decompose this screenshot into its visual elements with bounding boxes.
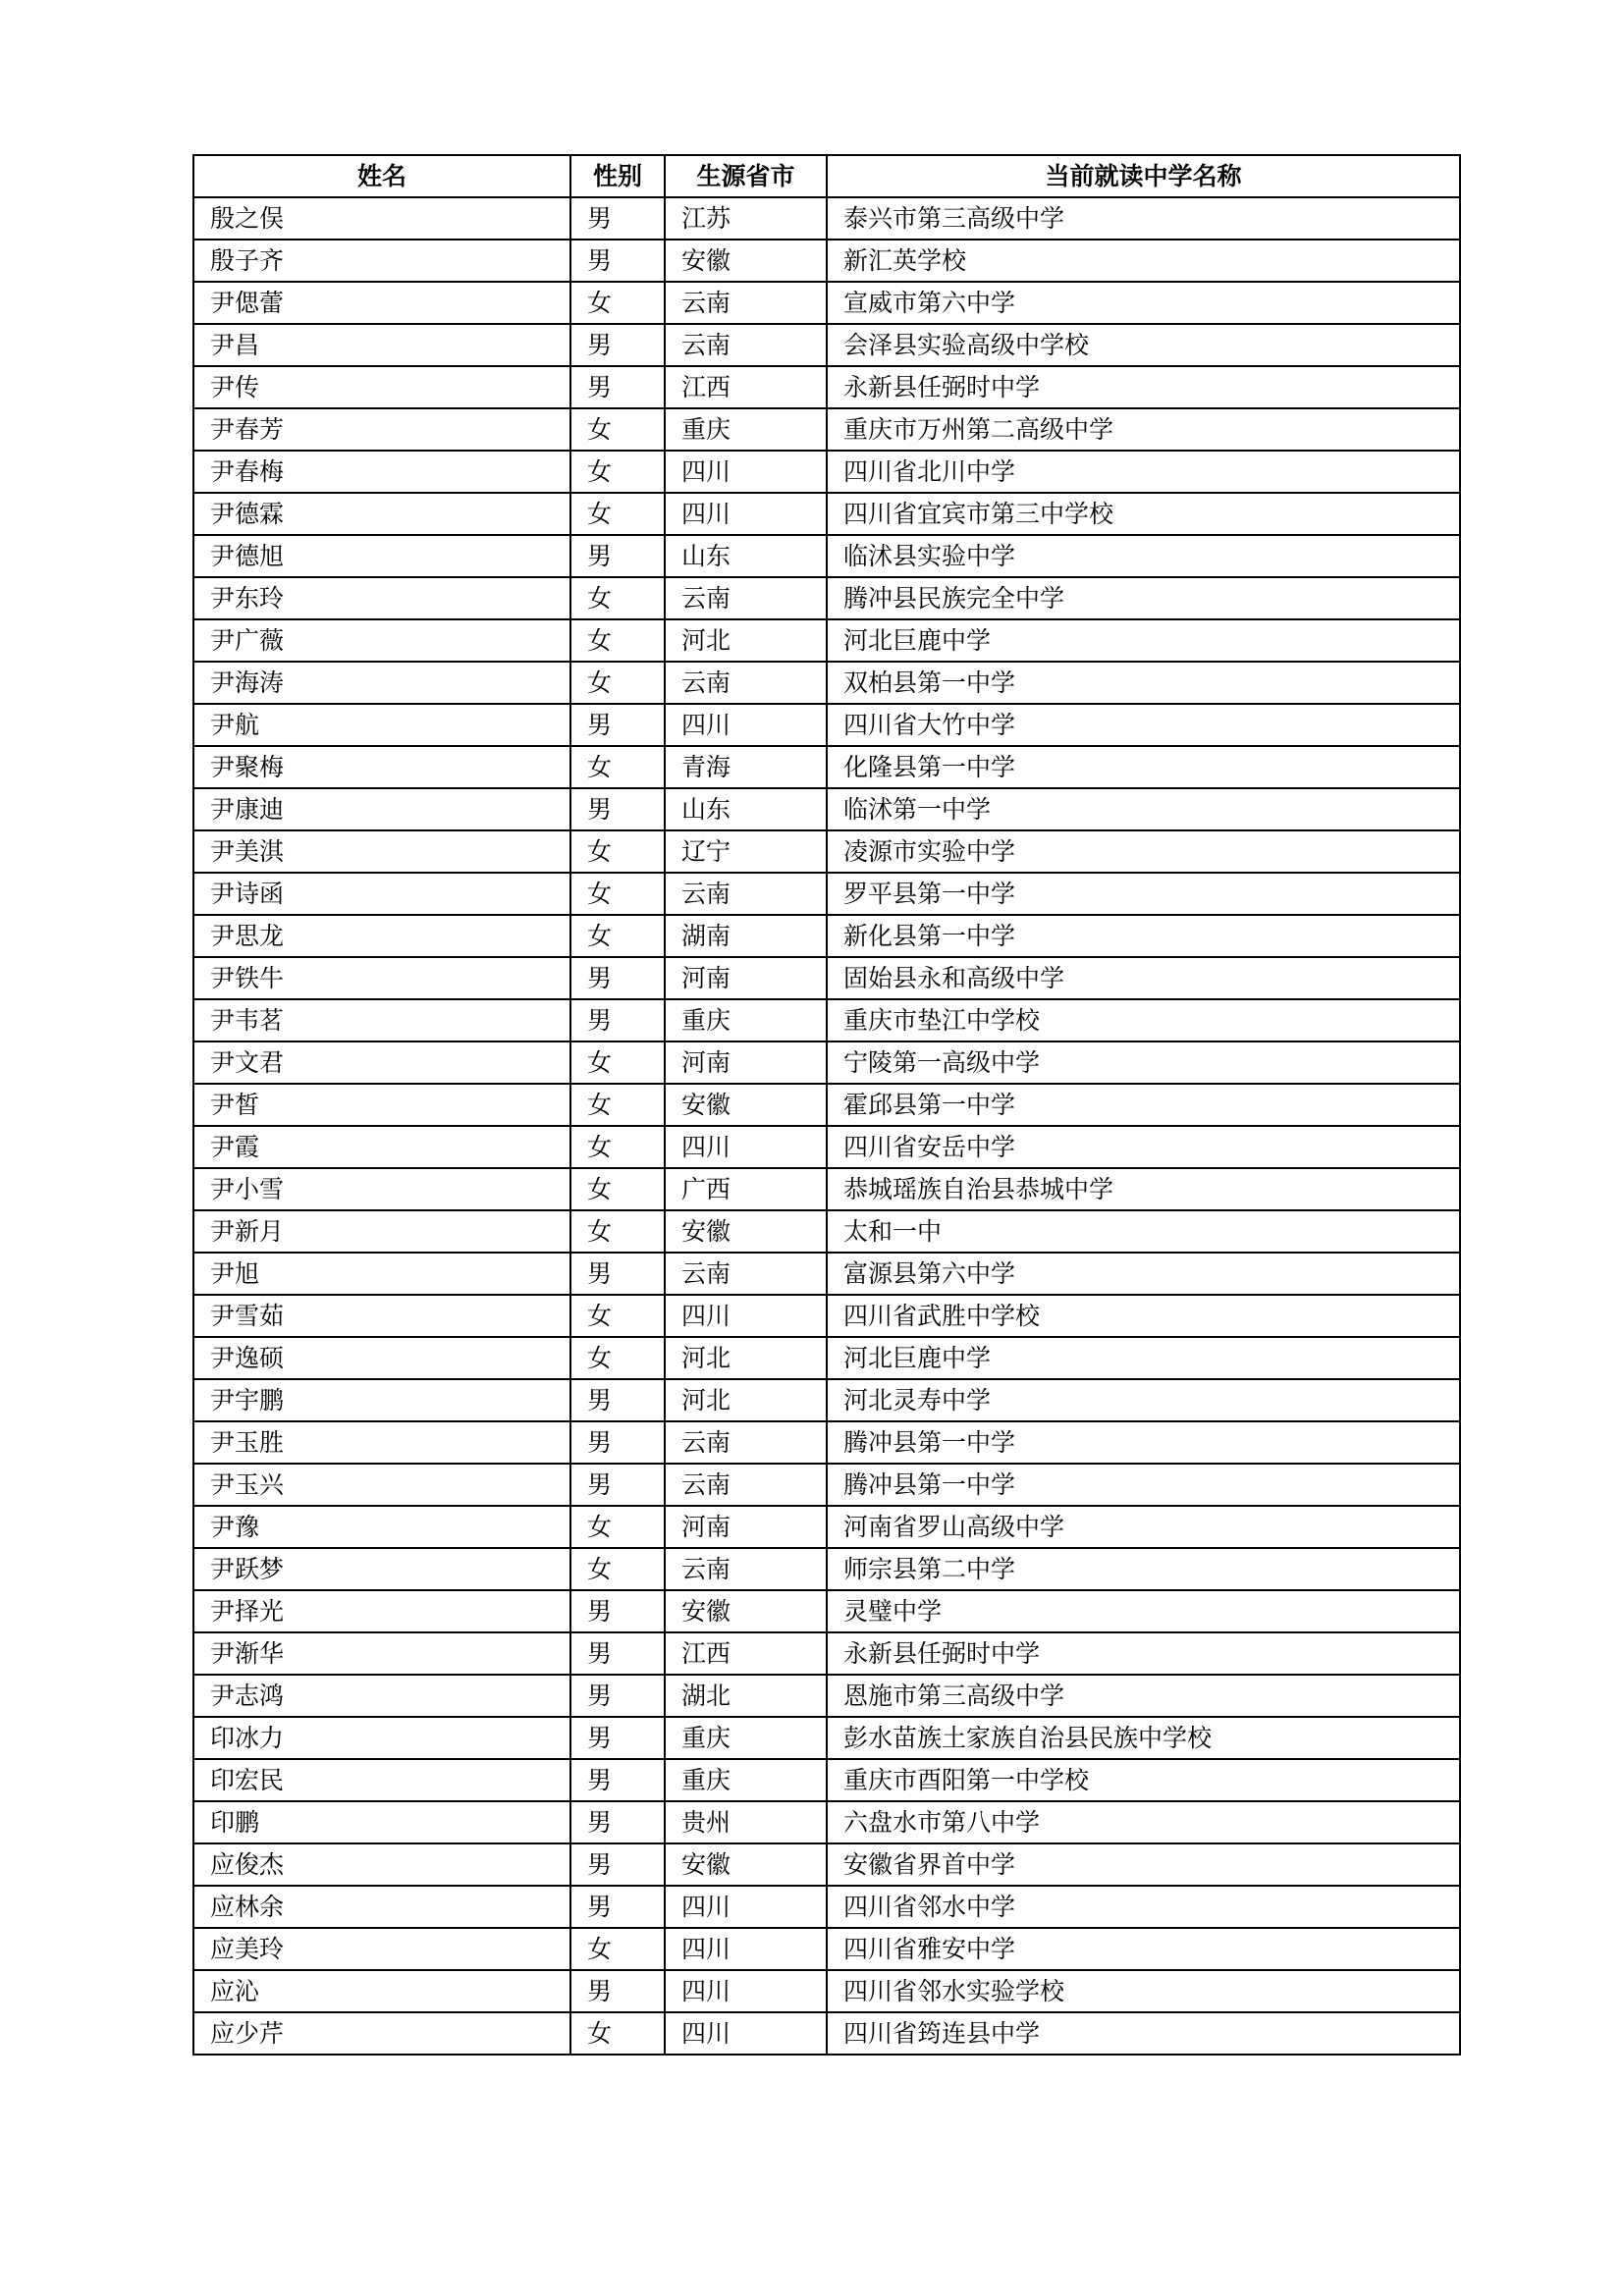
cell-gender: 女 <box>570 619 665 662</box>
cell-gender: 男 <box>570 1379 665 1421</box>
cell-province: 重庆 <box>665 408 827 451</box>
cell-school: 霍邱县第一中学 <box>827 1084 1460 1126</box>
cell-school: 四川省武胜中学校 <box>827 1295 1460 1337</box>
cell-school: 凌源市实验中学 <box>827 830 1460 873</box>
cell-province: 四川 <box>665 1970 827 2012</box>
cell-name: 尹文君 <box>193 1041 570 1084</box>
cell-gender: 女 <box>570 873 665 915</box>
cell-name: 尹玉胜 <box>193 1421 570 1464</box>
cell-school: 恭城瑶族自治县恭城中学 <box>827 1168 1460 1210</box>
cell-school: 固始县永和高级中学 <box>827 957 1460 999</box>
table-row <box>193 1210 1460 1253</box>
cell-province: 云南 <box>665 1548 827 1590</box>
cell-gender: 男 <box>570 1801 665 1843</box>
cell-school: 四川省北川中学 <box>827 451 1460 493</box>
cell-province: 河北 <box>665 619 827 662</box>
table-row <box>193 1126 1460 1168</box>
table-row <box>193 1041 1460 1084</box>
cell-gender: 男 <box>570 1970 665 2012</box>
cell-name: 尹航 <box>193 704 570 746</box>
table-row <box>193 535 1460 577</box>
cell-gender: 男 <box>570 1464 665 1506</box>
header-gender: 性别 <box>570 155 665 197</box>
cell-school: 重庆市垫江中学校 <box>827 999 1460 1041</box>
cell-school: 永新县任弼时中学 <box>827 366 1460 408</box>
cell-gender: 男 <box>570 1632 665 1675</box>
cell-school: 太和一中 <box>827 1210 1460 1253</box>
cell-gender: 男 <box>570 324 665 366</box>
cell-province: 安徽 <box>665 240 827 282</box>
cell-gender: 女 <box>570 2012 665 2055</box>
cell-school: 四川省筠连县中学 <box>827 2012 1460 2055</box>
cell-name: 尹豫 <box>193 1506 570 1548</box>
cell-school: 灵璧中学 <box>827 1590 1460 1632</box>
cell-name: 尹传 <box>193 366 570 408</box>
cell-province: 云南 <box>665 662 827 704</box>
cell-province: 四川 <box>665 451 827 493</box>
cell-gender: 女 <box>570 830 665 873</box>
cell-name: 尹新月 <box>193 1210 570 1253</box>
cell-province: 云南 <box>665 282 827 324</box>
table-row <box>193 619 1460 662</box>
cell-gender: 女 <box>570 1126 665 1168</box>
table-row <box>193 662 1460 704</box>
cell-name: 尹德霖 <box>193 493 570 535</box>
cell-gender: 女 <box>570 1084 665 1126</box>
cell-name: 尹美淇 <box>193 830 570 873</box>
header-province: 生源省市 <box>665 155 827 197</box>
cell-school: 泰兴市第三高级中学 <box>827 197 1460 240</box>
cell-gender: 男 <box>570 1590 665 1632</box>
table-row <box>193 788 1460 830</box>
table-row <box>193 1506 1460 1548</box>
table-row <box>193 1295 1460 1337</box>
cell-school: 重庆市万州第二高级中学 <box>827 408 1460 451</box>
table-row <box>193 1379 1460 1421</box>
table-row <box>193 408 1460 451</box>
cell-gender: 男 <box>570 1843 665 1886</box>
cell-name: 尹宇鹏 <box>193 1379 570 1421</box>
cell-name: 尹思龙 <box>193 915 570 957</box>
cell-school: 会泽县实验高级中学校 <box>827 324 1460 366</box>
cell-school: 河北巨鹿中学 <box>827 619 1460 662</box>
cell-province: 安徽 <box>665 1210 827 1253</box>
cell-name: 尹玉兴 <box>193 1464 570 1506</box>
cell-province: 四川 <box>665 1295 827 1337</box>
table-row <box>193 1590 1460 1632</box>
cell-gender: 男 <box>570 1759 665 1801</box>
cell-gender: 男 <box>570 1675 665 1717</box>
cell-province: 河南 <box>665 1506 827 1548</box>
cell-gender: 女 <box>570 408 665 451</box>
cell-school: 四川省安岳中学 <box>827 1126 1460 1168</box>
cell-gender: 男 <box>570 1886 665 1928</box>
cell-school: 富源县第六中学 <box>827 1253 1460 1295</box>
cell-gender: 女 <box>570 1548 665 1590</box>
table-row <box>193 324 1460 366</box>
cell-gender: 女 <box>570 451 665 493</box>
cell-name: 应沁 <box>193 1970 570 2012</box>
cell-school: 永新县任弼时中学 <box>827 1632 1460 1675</box>
cell-gender: 女 <box>570 282 665 324</box>
cell-name: 尹逸硕 <box>193 1337 570 1379</box>
cell-province: 广西 <box>665 1168 827 1210</box>
cell-name: 尹霞 <box>193 1126 570 1168</box>
cell-gender: 女 <box>570 662 665 704</box>
cell-name: 尹聚梅 <box>193 746 570 788</box>
cell-name: 应美玲 <box>193 1928 570 1970</box>
cell-gender: 男 <box>570 999 665 1041</box>
table-row <box>193 240 1460 282</box>
cell-school: 临沭第一中学 <box>827 788 1460 830</box>
cell-gender: 女 <box>570 746 665 788</box>
table-row <box>193 366 1460 408</box>
cell-province: 云南 <box>665 1464 827 1506</box>
table-row <box>193 282 1460 324</box>
cell-name: 殷子齐 <box>193 240 570 282</box>
cell-gender: 男 <box>570 240 665 282</box>
cell-province: 湖北 <box>665 1675 827 1717</box>
cell-province: 山东 <box>665 788 827 830</box>
cell-name: 应少芹 <box>193 2012 570 2055</box>
cell-name: 尹渐华 <box>193 1632 570 1675</box>
cell-school: 临沭县实验中学 <box>827 535 1460 577</box>
cell-school: 新汇英学校 <box>827 240 1460 282</box>
cell-gender: 女 <box>570 1928 665 1970</box>
cell-name: 印宏民 <box>193 1759 570 1801</box>
cell-province: 云南 <box>665 1421 827 1464</box>
cell-name: 尹小雪 <box>193 1168 570 1210</box>
cell-school: 化隆县第一中学 <box>827 746 1460 788</box>
cell-province: 云南 <box>665 324 827 366</box>
cell-name: 尹康迪 <box>193 788 570 830</box>
cell-school: 重庆市酉阳第一中学校 <box>827 1759 1460 1801</box>
table-row <box>193 957 1460 999</box>
cell-gender: 男 <box>570 1717 665 1759</box>
cell-province: 辽宁 <box>665 830 827 873</box>
cell-name: 尹春梅 <box>193 451 570 493</box>
cell-school: 安徽省界首中学 <box>827 1843 1460 1886</box>
cell-gender: 男 <box>570 197 665 240</box>
cell-name: 尹海涛 <box>193 662 570 704</box>
cell-name: 印鹏 <box>193 1801 570 1843</box>
cell-school: 四川省宜宾市第三中学校 <box>827 493 1460 535</box>
cell-province: 安徽 <box>665 1084 827 1126</box>
cell-province: 云南 <box>665 873 827 915</box>
cell-school: 腾冲县民族完全中学 <box>827 577 1460 619</box>
cell-province: 四川 <box>665 1928 827 1970</box>
cell-province: 山东 <box>665 535 827 577</box>
cell-school: 四川省邻水中学 <box>827 1886 1460 1928</box>
table-row <box>193 1337 1460 1379</box>
cell-school: 河北巨鹿中学 <box>827 1337 1460 1379</box>
table-row <box>193 197 1460 240</box>
cell-name: 尹雪茹 <box>193 1295 570 1337</box>
cell-name: 尹广薇 <box>193 619 570 662</box>
cell-school: 罗平县第一中学 <box>827 873 1460 915</box>
cell-name: 尹韦茗 <box>193 999 570 1041</box>
cell-gender: 男 <box>570 788 665 830</box>
table-row <box>193 1717 1460 1759</box>
cell-name: 尹铁牛 <box>193 957 570 999</box>
cell-name: 尹择光 <box>193 1590 570 1632</box>
table-row <box>193 704 1460 746</box>
table-row <box>193 915 1460 957</box>
cell-province: 江苏 <box>665 197 827 240</box>
table-row <box>193 1843 1460 1886</box>
table-row <box>193 1886 1460 1928</box>
table-row <box>193 2012 1460 2055</box>
cell-gender: 女 <box>570 1210 665 1253</box>
cell-province: 贵州 <box>665 1801 827 1843</box>
cell-name: 尹皙 <box>193 1084 570 1126</box>
cell-gender: 女 <box>570 1295 665 1337</box>
cell-gender: 男 <box>570 535 665 577</box>
cell-province: 四川 <box>665 493 827 535</box>
cell-school: 恩施市第三高级中学 <box>827 1675 1460 1717</box>
cell-gender: 男 <box>570 366 665 408</box>
cell-name: 尹旭 <box>193 1253 570 1295</box>
cell-name: 殷之俣 <box>193 197 570 240</box>
cell-school: 四川省邻水实验学校 <box>827 1970 1460 2012</box>
table-row <box>193 1970 1460 2012</box>
cell-province: 四川 <box>665 2012 827 2055</box>
table-row <box>193 1168 1460 1210</box>
table-row <box>193 746 1460 788</box>
table-row <box>193 451 1460 493</box>
cell-name: 尹昌 <box>193 324 570 366</box>
header-school: 当前就读中学名称 <box>827 155 1460 197</box>
cell-province: 重庆 <box>665 1717 827 1759</box>
cell-gender: 男 <box>570 704 665 746</box>
cell-school: 河北灵寿中学 <box>827 1379 1460 1421</box>
cell-province: 重庆 <box>665 1759 827 1801</box>
cell-gender: 女 <box>570 1506 665 1548</box>
table-row <box>193 999 1460 1041</box>
cell-school: 彭水苗族土家族自治县民族中学校 <box>827 1717 1460 1759</box>
cell-province: 河北 <box>665 1337 827 1379</box>
cell-name: 应林余 <box>193 1886 570 1928</box>
cell-province: 安徽 <box>665 1590 827 1632</box>
cell-province: 四川 <box>665 1886 827 1928</box>
cell-school: 四川省大竹中学 <box>827 704 1460 746</box>
table-row <box>193 493 1460 535</box>
table-header-row <box>193 155 1460 197</box>
cell-province: 河南 <box>665 1041 827 1084</box>
cell-school: 腾冲县第一中学 <box>827 1464 1460 1506</box>
cell-province: 四川 <box>665 1126 827 1168</box>
table-row <box>193 1928 1460 1970</box>
cell-province: 江西 <box>665 366 827 408</box>
cell-gender: 女 <box>570 1168 665 1210</box>
cell-gender: 女 <box>570 577 665 619</box>
cell-school: 六盘水市第八中学 <box>827 1801 1460 1843</box>
cell-school: 新化县第一中学 <box>827 915 1460 957</box>
cell-name: 尹德旭 <box>193 535 570 577</box>
cell-name: 印冰力 <box>193 1717 570 1759</box>
table-row <box>193 1253 1460 1295</box>
cell-school: 宁陵第一高级中学 <box>827 1041 1460 1084</box>
table-row <box>193 1759 1460 1801</box>
table-row <box>193 1084 1460 1126</box>
cell-gender: 女 <box>570 1337 665 1379</box>
table-row <box>193 1464 1460 1506</box>
cell-name: 尹东玲 <box>193 577 570 619</box>
header-name: 姓名 <box>193 155 570 197</box>
cell-province: 青海 <box>665 746 827 788</box>
table-row <box>193 1632 1460 1675</box>
table-row <box>193 1548 1460 1590</box>
cell-name: 应俊杰 <box>193 1843 570 1886</box>
cell-gender: 女 <box>570 493 665 535</box>
cell-province: 江西 <box>665 1632 827 1675</box>
cell-name: 尹偲蕾 <box>193 282 570 324</box>
cell-school: 四川省雅安中学 <box>827 1928 1460 1970</box>
cell-province: 河南 <box>665 957 827 999</box>
table-row <box>193 577 1460 619</box>
table-row <box>193 873 1460 915</box>
cell-province: 河北 <box>665 1379 827 1421</box>
table-row <box>193 1675 1460 1717</box>
cell-province: 湖南 <box>665 915 827 957</box>
cell-school: 宣威市第六中学 <box>827 282 1460 324</box>
table-body <box>193 197 1460 2055</box>
cell-province: 云南 <box>665 577 827 619</box>
cell-school: 双柏县第一中学 <box>827 662 1460 704</box>
cell-name: 尹春芳 <box>193 408 570 451</box>
cell-name: 尹诗函 <box>193 873 570 915</box>
cell-gender: 男 <box>570 957 665 999</box>
cell-province: 重庆 <box>665 999 827 1041</box>
cell-province: 四川 <box>665 704 827 746</box>
table-row <box>193 830 1460 873</box>
cell-school: 师宗县第二中学 <box>827 1548 1460 1590</box>
cell-gender: 男 <box>570 1421 665 1464</box>
cell-gender: 女 <box>570 915 665 957</box>
table-row <box>193 1801 1460 1843</box>
cell-gender: 男 <box>570 1253 665 1295</box>
student-roster-table <box>192 154 1461 2056</box>
cell-name: 尹跃梦 <box>193 1548 570 1590</box>
cell-school: 腾冲县第一中学 <box>827 1421 1460 1464</box>
table-row <box>193 1421 1460 1464</box>
cell-gender: 女 <box>570 1041 665 1084</box>
cell-name: 尹志鸿 <box>193 1675 570 1717</box>
cell-school: 河南省罗山高级中学 <box>827 1506 1460 1548</box>
cell-province: 安徽 <box>665 1843 827 1886</box>
cell-province: 云南 <box>665 1253 827 1295</box>
